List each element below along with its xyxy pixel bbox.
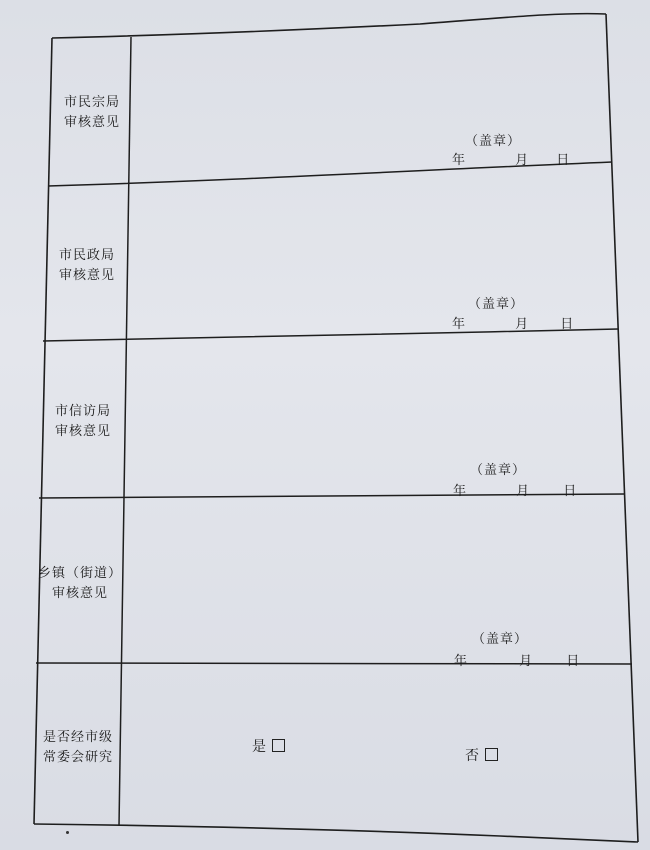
date-line [452, 149, 570, 168]
row-label-line: 审核意见 [54, 424, 111, 439]
date-day: 日 [566, 654, 581, 669]
date-day: 日 [560, 317, 575, 332]
row-label-line: 常委会研究 [42, 750, 113, 765]
no-label: 否 [465, 748, 479, 764]
date-day: 日 [556, 153, 571, 168]
row-label-line: 市民宗局 [63, 95, 120, 110]
date-year: 年 [453, 484, 468, 499]
date-month: 月 [515, 153, 530, 168]
date-month: 月 [516, 484, 531, 499]
row-label-line: 审核意见 [58, 268, 115, 283]
row-label-line: 乡镇（街道） [37, 566, 122, 581]
seal-placeholder: （盖章） [468, 297, 525, 312]
seal-placeholder: （盖章） [472, 632, 529, 647]
row-label-line: 市信访局 [54, 404, 111, 419]
date-year: 年 [452, 153, 467, 168]
row-label-committee-review [33, 728, 123, 768]
yes-label: 是 [252, 739, 266, 755]
form-right-border [606, 14, 638, 842]
yes-option[interactable] [252, 736, 285, 756]
row-label-township-street [34, 564, 126, 604]
no-option[interactable] [465, 745, 498, 765]
date-line [452, 313, 574, 332]
date-month: 月 [515, 317, 530, 332]
page-mark [66, 831, 69, 834]
row-label-religion-bureau [52, 93, 132, 133]
yes-checkbox[interactable] [272, 739, 285, 752]
date-line [453, 480, 577, 499]
row-label-line: 市民政局 [58, 248, 115, 263]
row-label-line: 审核意见 [51, 586, 108, 601]
date-day: 日 [563, 484, 578, 499]
seal-placeholder: （盖章） [470, 463, 527, 478]
date-month: 月 [519, 654, 534, 669]
row-label-line: 是否经市级 [42, 730, 113, 745]
date-year: 年 [454, 654, 469, 669]
date-year: 年 [452, 317, 467, 332]
form-top-border [52, 14, 606, 38]
seal-placeholder: （盖章） [465, 134, 522, 149]
row-label-civil-affairs-bureau [47, 246, 127, 286]
form-bottom-border [34, 824, 638, 842]
row-label-line: 审核意见 [63, 115, 120, 130]
row-label-petition-bureau [43, 402, 123, 442]
no-checkbox[interactable] [485, 748, 498, 761]
date-line [454, 650, 580, 669]
